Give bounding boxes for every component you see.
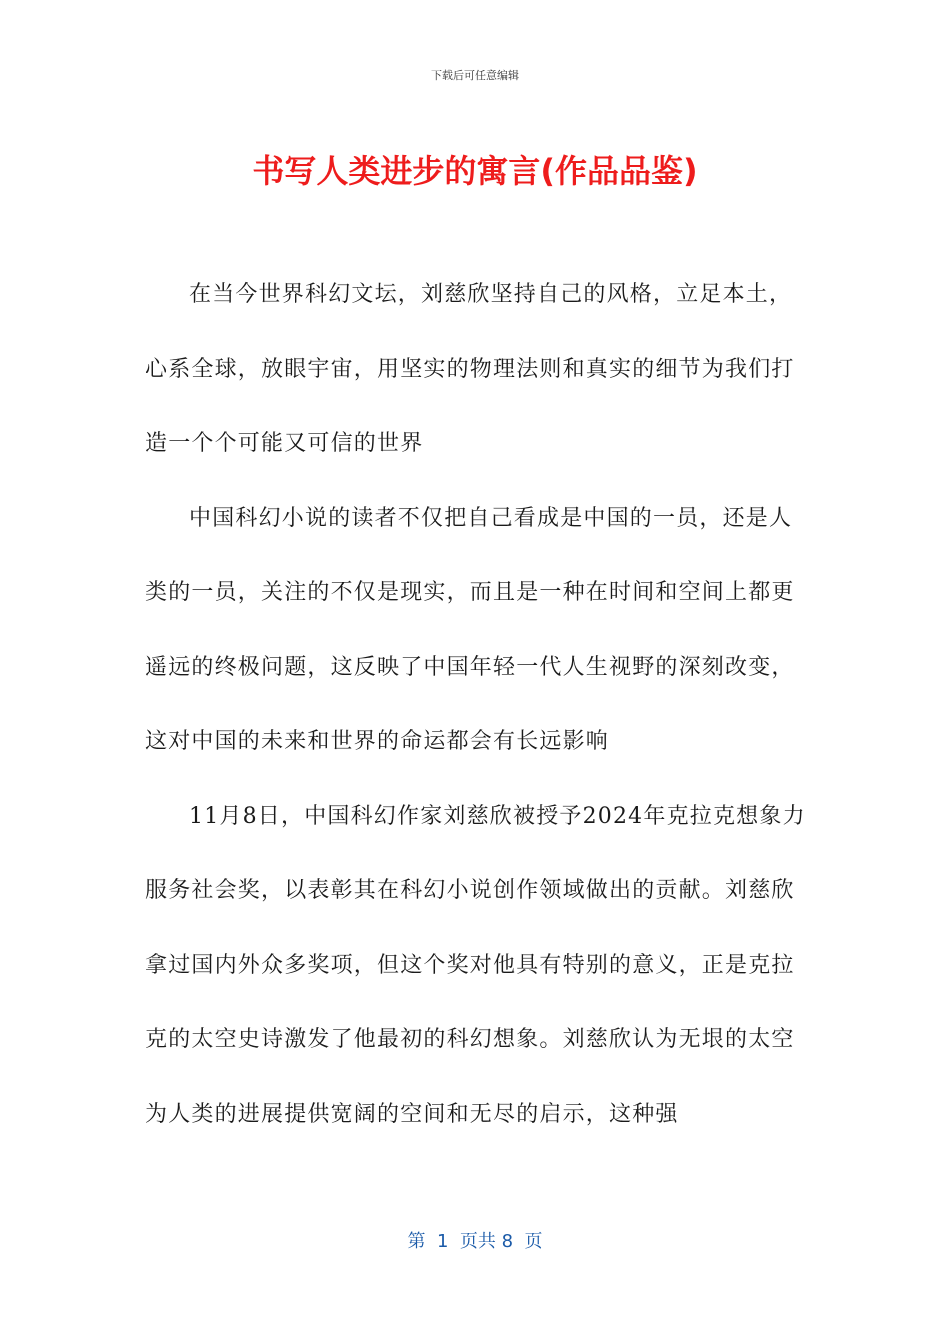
header-note: 下载后可任意编辑 bbox=[431, 69, 519, 82]
document-body bbox=[145, 258, 807, 1152]
page-number-footer: 第 1 页共 8 页 bbox=[407, 1231, 543, 1252]
paragraph-2: 中国科幻小说的读者不仅把自己看成是中国的一员，还是人类的一员，关注的不仅是现实，而且是一种在时间和空间上都更遥远的终极问题，这反映了中国年轻一代人生视野的深刻改变，这对中国的未来和世界的命运都会有长远影响 bbox=[145, 505, 795, 754]
paragraph-1: 在当今世界科幻文坛，刘慈欣坚持自己的风格，立足本土，心系全球，放眼宇宙，用坚实的物理法则和真实的细节为我们打造一个个可能又可信的世界 bbox=[145, 282, 795, 456]
document-title: 书写人类进步的寓言(作品品鉴) bbox=[252, 152, 698, 190]
paragraph-3: 11月8日，中国科幻作家刘慈欣被授予2024年克拉克想象力服务社会奖，以表彰其在科幻小说创作领域做出的贡献。刘慈欣拿过国内外众多奖项，但这个奖对他具有特别的意义，正是克拉克的太空史诗激发了他最初的科幻想象。刘慈欣认为无垠的太空为人类的进展提供宽阔的空间和无尽的启示，这种强 bbox=[145, 803, 806, 1127]
